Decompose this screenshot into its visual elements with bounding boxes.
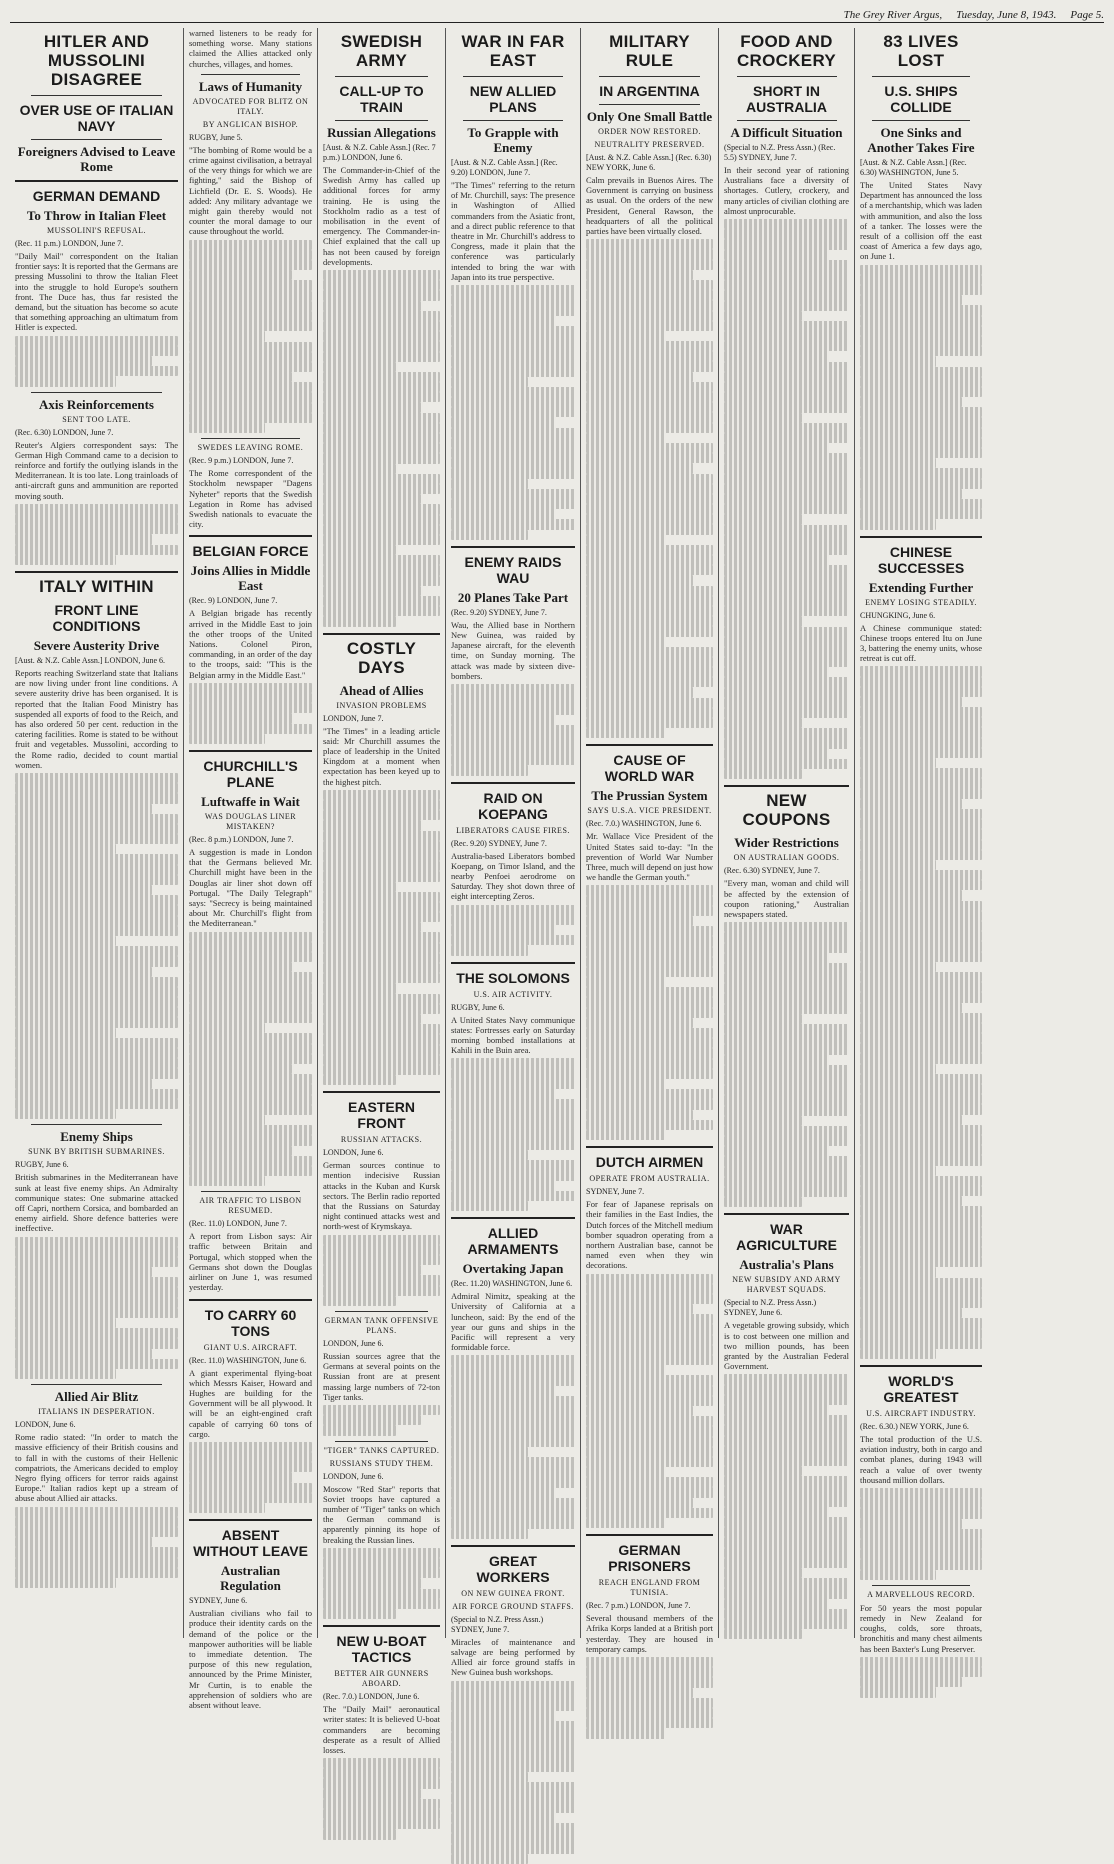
- caption-new-guinea: ON NEW GUINEA FRONT.: [461, 1588, 565, 1598]
- article-chinese: A Chinese communique stated: Chinese troops entered Itu on June 3, battering the enemy units, whose retreat is cut off.: [860, 622, 982, 664]
- headline-laws-humanity: Laws of Humanity: [198, 78, 303, 94]
- caption-blitz-italy: ADVOCATED FOR BLITZ ON ITALY.: [192, 96, 309, 116]
- column-7: [855, 28, 987, 1654]
- dateline-military: [Aust. & N.Z. Cable Assn.] (Rec. 6.30) NEW YORK, June 6.: [586, 153, 712, 172]
- article-enemy-ships: British submarines in the Mediterranean have sunk at least five enemy ships. An Admiralty communique states: One submarine attacked off Capri, northern Corsica, and bombarded an enemy airfield. Shore defence batteries were ineffective.: [15, 1172, 178, 1234]
- headline-swedish-army: SWEDISH ARMY: [340, 32, 423, 70]
- article-continued-top: warned listeners to be ready for something worse. Many stations claimed the Allies attacked only churches, villages, and homes.: [189, 28, 312, 69]
- caption-study-them: RUSSIANS STUDY THEM.: [329, 1458, 434, 1468]
- article-dutch: For fear of Japanese reprisals on their families in the East Indies, the Dutch forces of the Mitchell medium bomber squadron operating from a northern Australian base, cannot be named even when they win decorations.: [586, 1199, 713, 1271]
- caption-douglas-liner: WAS DOUGLAS LINER MISTAKEN?: [204, 811, 297, 831]
- dateline-coupons: (Rec. 6.30) SYDNEY, June 7.: [724, 866, 820, 876]
- article-tank: Russian sources agree that the Germans at several points on the Russian front are at present massing large numbers of 72-ton Tiger tanks.: [323, 1350, 440, 1402]
- article-costly-days: "The Times" in a leading article said: Mr Churchill assumes the place of leadership in the United Kingdom at a moment when expectation has been keyed up to the highest pitch.: [323, 725, 440, 787]
- caption-tunisia: REACH ENGLAND FROM TUNISIA.: [598, 1578, 701, 1598]
- article-front-line: Reports reaching Switzerland state that Italians are now living under front line conditions. A severe austerity drive has been organised. It is reported that the Italian Food Ministry has suspended all exports of food to the Reich, and has also ordered 50 per cent. reduction in the catering facilities. Rome is stated to be without fruit and vegetables. Mussolini, according to the Rome radio, decided to count martial women.: [15, 667, 178, 770]
- article-swedish-army: The Commander-in-Chief of the Swedish Army has called up additional forces for army training. He is using the Stockholm radio as a test of mobilisation in the event of emergency. The Commander-in-Chief explained that the call up has not been caused by foreign developments.: [323, 165, 440, 267]
- headline-allied-air-blitz: Allied Air Blitz: [54, 1389, 139, 1405]
- dateline-traffic: (Rec. 11.0) LONDON, June 7.: [189, 1219, 287, 1229]
- column-4: [446, 28, 581, 1678]
- headline-german-demand: GERMAN DEMAND: [32, 188, 161, 204]
- headline-marvellous-record: A MARVELLOUS RECORD.: [867, 1589, 975, 1599]
- headline-eastern-front: EASTERN FRONT: [348, 1099, 415, 1132]
- headline-tiger-tanks: "TIGER" TANKS CAPTURED.: [323, 1445, 440, 1455]
- folio-page: Page 5.: [1070, 9, 1104, 21]
- caption-russian-attacks: RUSSIAN ATTACKS.: [340, 1135, 423, 1145]
- dateline-food: (Special to N.Z. Press Assn.) (Rec. 5.5) SYDNEY, June 7.: [724, 143, 836, 162]
- article-air-traffic: A report from Lisbon says: Air traffic between Britain and Portugal, which stopped when the Germans shot down the Douglas airliner on June 1, was resumed yesterday.: [189, 1231, 312, 1293]
- column-area: [10, 28, 1104, 1755]
- headline-front-line: FRONT LINE CONDITIONS: [52, 601, 141, 634]
- headline-costly-days: COSTLY DAYS: [346, 638, 417, 677]
- dateline-churchill: (Rec. 8 p.m.) LONDON, June 7.: [189, 834, 294, 844]
- dateline-cause: (Rec. 7.0.) WASHINGTON, June 6.: [586, 819, 702, 829]
- article-axis: Reuter's Algiers correspondent says: The German High Command came to a decision to reinforce and fortify the outlying islands in the Mediterranean. It is too late. Long trainloads of anti-aircraft guns and ammunition are reported moving south.: [15, 439, 178, 501]
- dateline-costly: LONDON, June 7.: [323, 713, 384, 723]
- dateline-allied: LONDON, June 6.: [15, 1420, 76, 1430]
- article-armaments: Admiral Nimitz, speaking at the University of California at a luncheon, said: By the end of the year our guns and ships in the Pacific will represent a very formidable force.: [451, 1291, 575, 1353]
- folio-paper: The Grey River Argus,: [843, 9, 943, 21]
- headline-german-prisoners: GERMAN PRISONERS: [608, 1542, 691, 1575]
- article-koepang: Australia-based Liberators bombed Koepang, on Timor Island, and the nearby Penfoei aerodrome on Saturday. They shot down three of eight intercepting Zeros.: [451, 850, 575, 902]
- caption-order-restored: ORDER NOW RESTORED.: [598, 127, 701, 136]
- caption-australian-goods: ON AUSTRALIAN GOODS.: [733, 853, 840, 863]
- article-far-east: "The Times" referring to the return of Mr. Churchill, says: The presence in Washington of Allied commanders from the Asiatic front, and a direct public reference to that theatre in Mr. Churchill's address to Congress, made it plain that the conference was particularly intended to bring the war with Japan into its true perspective.: [451, 180, 575, 282]
- dateline-german: (Rec. 11 p.m.) LONDON, June 7.: [15, 239, 124, 248]
- article-tiger: Moscow "Red Star" reports that Soviet troops have captured a number of "Tiger" tanks on which the German command is apparently pinning its hope of breaking the Russian lines.: [323, 1483, 440, 1545]
- article-solomons: A United States Navy communique states: Fortresses early on Saturday morning bombed installations at Kahili in the Buin area.: [451, 1014, 575, 1056]
- folio-line: [10, 8, 1104, 23]
- headline-raids-wau: ENEMY RAIDS WAU: [464, 553, 562, 586]
- dateline-laws: RUGBY, June 5.: [189, 132, 243, 142]
- column-6: [719, 28, 855, 1638]
- dateline-koepang: (Rec. 9.20) SYDNEY, June 7.: [451, 838, 547, 848]
- article-greatest: The total production of the U.S. aviation industry, both in cargo and combat planes, during 1943 will reach a value of over twenty thousand million dollars.: [860, 1434, 982, 1485]
- caption-vice-president: SAYS U.S.A. VICE PRESIDENT.: [587, 806, 712, 816]
- caption-ground-staffs: AIR FORCE GROUND STAFFS.: [452, 1601, 574, 1611]
- headline-absent-leave: ABSENT WITHOUT LEAVE: [193, 1527, 308, 1560]
- dateline-front: [Aust. & N.Z. Cable Assn.] LONDON, June 6.: [15, 655, 165, 665]
- dateline-armaments: (Rec. 11.20) WASHINGTON, June 6.: [451, 1279, 573, 1289]
- headline-u-boat: NEW U-BOAT TACTICS: [336, 1633, 427, 1666]
- headline-military-rule: MILITARY RULE: [609, 32, 690, 70]
- dateline-axis: (Rec. 6.30) LONDON, June 7.: [15, 427, 114, 437]
- article-great-workers: Miracles of maintenance and salvage are being performed by Allied air force ground staffs in New Guinea bush workshops.: [451, 1636, 575, 1678]
- subhead-australia-plans: Australia's Plans: [739, 1257, 834, 1273]
- caption-air-activity: U.S. AIR ACTIVITY.: [473, 989, 553, 999]
- dateline-tiger: LONDON, June 6.: [323, 1471, 384, 1481]
- dateline-agri: (Special to N.Z. Press Assn.) SYDNEY, June 6.: [724, 1298, 817, 1318]
- subhead-austerity: Severe Austerity Drive: [33, 637, 160, 653]
- dateline-raids: (Rec. 9.20) SYDNEY, June 7.: [451, 607, 547, 617]
- caption-neutrality: NEUTRALITY PRESERVED.: [594, 140, 705, 149]
- article-cause: Mr. Wallace Vice President of the United States said to-day: "In the prevention of World War Number Three, much will depend on just how we handle the German youth.": [586, 831, 713, 883]
- dateline-workers: (Special to N.Z. Press Assn.) SYDNEY, June 7.: [451, 1614, 544, 1634]
- subhead-grapple: To Grapple with Enemy: [467, 125, 559, 155]
- dateline-war: [Aust. & N.Z. Cable Assn.] (Rec. 9.20) LONDON, June 7.: [451, 158, 558, 177]
- caption-bishop: BY ANGLICAN BISHOP.: [202, 119, 299, 129]
- subhead-italian-fleet: To Throw in Italian Fleet: [26, 208, 167, 223]
- dateline-greatest: (Rec. 6.30.) NEW YORK, June 6.: [860, 1422, 969, 1432]
- caption-air-gunners: BETTER AIR GUNNERS ABOARD.: [334, 1669, 429, 1689]
- headline-enemy-ships: Enemy Ships: [60, 1129, 133, 1145]
- dateline-chinese: CHUNGKING, June 6.: [860, 610, 936, 620]
- caption-invasion: INVASION PROBLEMS: [336, 700, 427, 710]
- dateline-swedish: [Aust. & N.Z. Cable Assn.] (Rec. 7 p.m.) LONDON, June 6.: [323, 143, 436, 162]
- headline-new-coupons: NEW COUPONS: [742, 791, 831, 830]
- subhead-difficult: A Difficult Situation: [730, 125, 843, 140]
- dateline-lives: [Aust. & N.Z. Cable Assn.] (Rec. 6.30) WASHINGTON, June 5.: [860, 158, 967, 177]
- headline-solomons: THE SOLOMONS: [456, 969, 570, 986]
- subhead-overtaking: Overtaking Japan: [462, 1261, 564, 1277]
- subhead-middle-east: Joins Allies in Middle East: [190, 563, 311, 594]
- headline-swedes-leaving: SWEDES LEAVING ROME.: [197, 443, 304, 453]
- subhead-russian-allegations: Russian Allegations: [327, 125, 436, 140]
- dateline-prisoners: (Rec. 7 p.m.) LONDON, June 7.: [586, 1601, 691, 1611]
- caption-from-australia: OPERATE FROM AUSTRALIA.: [589, 1174, 710, 1184]
- subhead-sinks-fire: One Sinks and Another Takes Fire: [867, 125, 975, 155]
- headline-short-australia: SHORT IN AUSTRALIA: [746, 83, 827, 115]
- caption-desperation: ITALIANS IN DESPERATION.: [38, 1407, 155, 1417]
- dateline-swedes: (Rec. 9 p.m.) LONDON, June 7.: [189, 456, 294, 466]
- headline-war-far-east: WAR IN FAR EAST: [461, 32, 565, 70]
- dateline-solomons: RUGBY, June 6.: [451, 1002, 505, 1012]
- article-agriculture: A vegetable growing subsidy, which is to cost between one million and two million pounds, has been granted by the Australian Federal Government.: [724, 1320, 849, 1372]
- article-absent: Australian civilians who fail to produce their identity cards on the demand of the police or the manpower authorities will be liable to immediate detention. The purpose of this new regulation, announced by the Prime Minister, Mr Curtin, is to enable the apprehension of soldiers who are absent without leave.: [189, 1608, 312, 1711]
- article-eastern-front: German sources continue to mention indecisive Russian attacks in the Kuban and Kursk sectors. The Berlin radio reported that the Russians on Saturday night continued attacks west and north-west of Krymskaya.: [323, 1160, 440, 1232]
- headline-argentina: IN ARGENTINA: [599, 83, 700, 99]
- headline-italian-navy: OVER USE OF ITALIAN NAVY: [19, 102, 174, 134]
- dateline-carry: (Rec. 11.0) WASHINGTON, June 6.: [189, 1355, 307, 1365]
- headline-churchill-plane: CHURCHILL'S PLANE: [203, 757, 298, 790]
- subhead-wider: Wider Restrictions: [734, 835, 839, 851]
- column-5: [581, 28, 719, 1654]
- column-2: [184, 28, 318, 1711]
- subhead-extending: Extending Further: [868, 579, 974, 595]
- article-belgian: A Belgian brigade has recently arrived in the Middle East to join the other troops of the United Nations. Colonel Piron, commanding, in an order of the day to the troops, said: "This is the Belgian army in the Middle East.": [189, 608, 312, 680]
- article-churchill: A suggestion is made in London that the Germans believed Mr. Churchill might have been in the Douglas air liner shot down off Portugal. "The Daily Telegraph" says: "Secrecy is being maintained about Mr. Churchill's flight from the Mediterranean.": [189, 846, 312, 929]
- headline-ships-collide: U.S. SHIPS COLLIDE: [884, 83, 958, 115]
- article-german-demand: "Daily Mail" correspondent on the Italian frontier says: It is reported that the Germans are pressing Mussolini to throw the Italian Fleet into the struggle to hold Europe's southern front. The Duce has, thus far resisted the demand, but the situation has become so acute that something approaching an ultimatum from Hitler is expected.: [15, 251, 178, 333]
- headline-83-lives: 83 LIVES LOST: [883, 32, 959, 70]
- subhead-prussian: The Prussian System: [591, 788, 708, 804]
- subhead-ahead-allies: Ahead of Allies: [339, 682, 424, 698]
- article-allied-blitz: Rome radio stated: "In order to match the massive efficiency of their British cousins and to fall in with the customs of their Hellenic compatriots, the Americans decided to employ Negro flying officers for terror raids against Europe." Italian radios kept up a stream of abuse about Allied air attacks.: [15, 1432, 178, 1504]
- article-laws-humanity: "The bombing of Rome would be a crime against civilisation, a betrayal of the very things for which we are fighting," said the Bishop of Lichfield (Dr. E. S. Woods). He added: Any military advantage we might gain thereby would not counter the moral damage to our cause throughout the world.: [189, 144, 312, 237]
- headline-foreigners: Foreigners Advised to Leave Rome: [17, 144, 176, 174]
- article-ships-collide: The United States Navy Department has announced the loss of a merchantship, which was laden with ammunition, and also the loss of a tanker. The losses were the result of a collision off the east coast of America a few days ago, on June 1.: [860, 180, 982, 262]
- dateline-uboat: (Rec. 7.0.) LONDON, June 6.: [323, 1692, 420, 1702]
- dateline-enemy: RUGBY, June 6.: [15, 1160, 69, 1170]
- headline-worlds-greatest: WORLD'S GREATEST: [883, 1373, 959, 1406]
- dateline-eastern: LONDON, June 6.: [323, 1148, 384, 1158]
- headline-great-workers: GREAT WORKERS: [476, 1552, 550, 1585]
- caption-mussolini-refusal: MUSSOLINI'S REFUSAL.: [46, 226, 146, 235]
- headline-new-allied-plans: NEW ALLIED PLANS: [469, 83, 557, 115]
- subhead-small-battle: Only One Small Battle: [586, 109, 713, 124]
- advert-baxters: For 50 years the most popular remedy in New Zealand for coughs, colds, sore throats, bronchitis and many chest ailments has been Baxter's Lung Preserver.: [860, 1602, 982, 1654]
- subhead-australian-regulation: Australian Regulation: [220, 1563, 281, 1594]
- dateline-tank: LONDON, June 6.: [323, 1338, 384, 1348]
- headline-italy-within: ITALY WITHIN: [39, 576, 154, 596]
- caption-aircraft-industry: U.S. AIRCRAFT INDUSTRY.: [866, 1409, 976, 1419]
- caption-british-subs: SUNK BY BRITISH SUBMARINES.: [28, 1147, 165, 1157]
- article-prisoners: Several thousand members of the Afrika Korps landed at a British port yesterday. They are housed in temporary camps.: [586, 1613, 713, 1654]
- article-swedes: The Rome correspondent of the Stockholm newspaper "Dagens Nyheter" reports that the Swedish Legation in Rome has advised Swedish nationals to evacuate the city.: [189, 468, 312, 530]
- article-carry: A giant experimental flying-boat which Messrs Kaiser, Howard and Hughes are building for the Government will be all plywood. It will be an eight-engined craft capable of carrying 60 tons of cargo.: [189, 1367, 312, 1439]
- headline-tank-offensive: GERMAN TANK OFFENSIVE PLANS.: [324, 1315, 439, 1335]
- dateline-belgian: (Rec. 9) LONDON, June 7.: [189, 596, 278, 606]
- caption-sent-too-late: SENT TOO LATE.: [62, 414, 131, 424]
- dateline-absent: SYDNEY, June 6.: [189, 1596, 248, 1606]
- headline-food-crockery: FOOD AND CROCKERY: [736, 32, 837, 70]
- caption-harvest-squads: NEW SUBSIDY AND ARMY HARVEST SQUADS.: [732, 1275, 841, 1295]
- dateline-dutch: SYDNEY, June 7.: [586, 1187, 645, 1197]
- folio-date: Tuesday, June 8, 1943.: [956, 9, 1057, 21]
- article-coupons: "Every man, woman and child will be affected by the extension of coupon rationing," Australian newspapers stated.: [724, 878, 849, 919]
- headline-hitler-mussolini: HITLER AND MUSSOLINI DISAGREE: [43, 32, 150, 89]
- subhead-20-planes: 20 Planes Take Part: [457, 589, 569, 605]
- headline-koepang: RAID ON KOEPANG: [478, 789, 548, 822]
- headline-chinese-successes: CHINESE SUCCESSES: [877, 543, 965, 576]
- headline-belgian-force: BELGIAN FORCE: [192, 543, 309, 560]
- headline-carry-60-tons: TO CARRY 60 TONS: [204, 1306, 297, 1339]
- column-1: [10, 28, 184, 1638]
- caption-giant-aircraft: GIANT U.S. AIRCRAFT.: [203, 1342, 298, 1352]
- headline-war-agriculture: WAR AGRICULTURE: [736, 1221, 837, 1254]
- headline-axis-reinforcements: Axis Reinforcements: [39, 396, 154, 412]
- caption-losing-steadily: ENEMY LOSING STEADILY.: [865, 597, 977, 607]
- headline-air-traffic: AIR TRAFFIC TO LISBON RESUMED.: [199, 1196, 302, 1216]
- headline-dutch-airmen: DUTCH AIRMEN: [595, 1154, 704, 1171]
- headline-call-up: CALL-UP TO TRAIN: [339, 83, 424, 115]
- headline-cause-world-war: CAUSE OF WORLD WAR: [604, 752, 695, 785]
- column-3: [318, 28, 446, 1755]
- caption-liberators: LIBERATORS CAUSE FIRES.: [456, 825, 570, 835]
- subhead-luftwaffe: Luftwaffe in Wait: [201, 793, 300, 809]
- article-argentina: Calm prevails in Buenos Aires. The Government is carrying on business as usual. On the orders of the new President, General Rawson, the headquarters of all the political parties have been virtually closed.: [586, 175, 713, 237]
- article-food: In their second year of rationing Australians face a diversity of shortages. Cutlery, crockery, and many articles of civilian clothing are almost unprocurable.: [724, 165, 849, 216]
- article-u-boat: The "Daily Mail" aeronautical writer states: It is believed U-boat commanders are becoming desperate as a result of Allied losses.: [323, 1704, 440, 1755]
- article-raids-wau: Wau, the Allied base in Northern New Guinea, was raided by Japanese aircraft, for the eleventh time, on Sunday morning. The attack was made by sixteen dive-bombers.: [451, 619, 575, 681]
- headline-allied-armaments: ALLIED ARMAMENTS: [467, 1225, 559, 1258]
